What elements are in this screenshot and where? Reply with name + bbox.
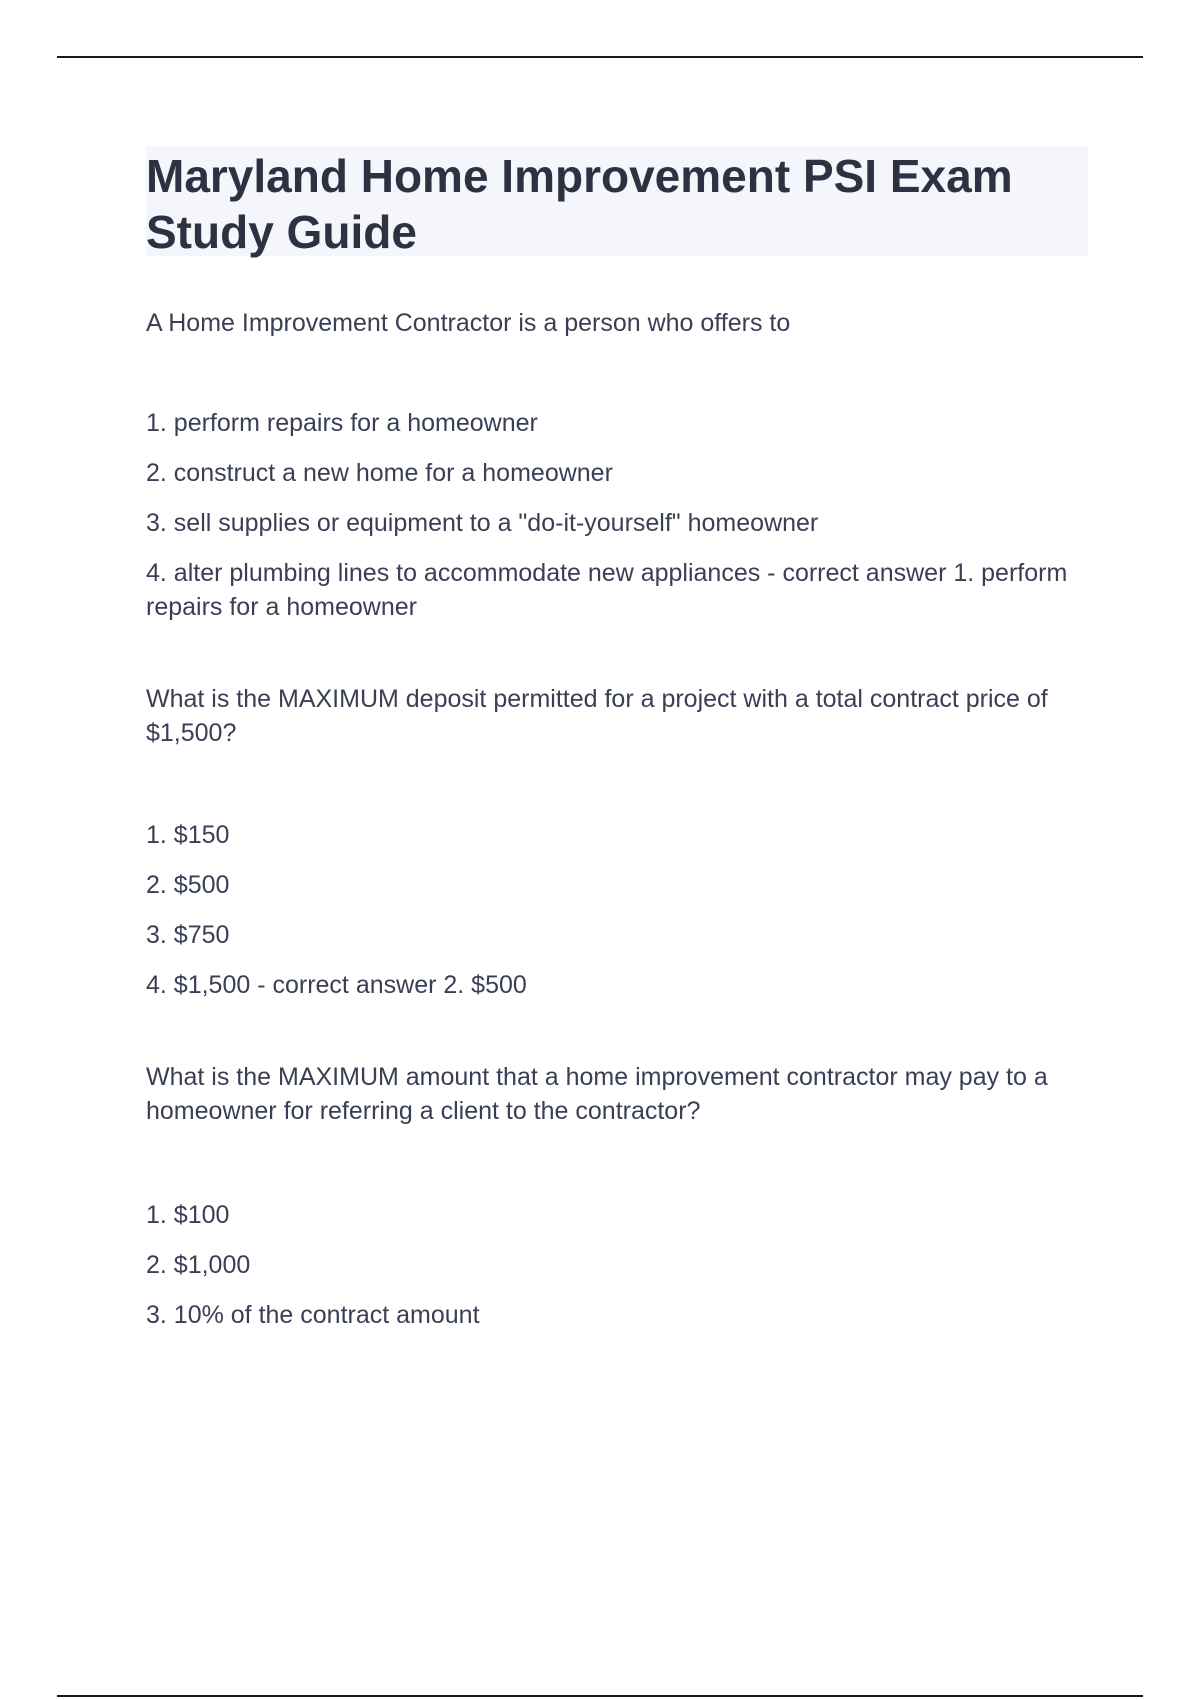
question-2-options — [146, 818, 1088, 1002]
option-item: 2. $1,000 — [146, 1251, 251, 1279]
option-item: 1. $100 — [146, 1201, 230, 1229]
option-item: 1. $150 — [146, 821, 230, 849]
option-item-answer: 4. alter plumbing lines to accommodate new appliances - correct answer 1. perform repairs for a homeowner — [146, 559, 1068, 621]
question-1-options — [146, 406, 1088, 624]
top-rule — [57, 56, 1143, 58]
option-item: 3. sell supplies or equipment to a "do-it-yourself" homeowner — [146, 509, 819, 537]
option-item: 3. $750 — [146, 921, 230, 949]
title-banner — [146, 146, 1088, 256]
option-item: 3. 10% of the contract amount — [146, 1301, 480, 1329]
document-body — [146, 146, 1088, 1348]
question-1-prompt: A Home Improvement Contractor is a person who offers to — [146, 309, 791, 337]
option-item: 2. construct a new home for a homeowner — [146, 459, 613, 487]
question-2-prompt: What is the MAXIMUM deposit permitted for a project with a total contract price of $1,500? — [146, 685, 1048, 747]
question-3-options — [146, 1198, 1088, 1332]
option-item: 1. perform repairs for a homeowner — [146, 409, 538, 437]
option-item-answer: 4. $1,500 - correct answer 2. $500 — [146, 971, 527, 999]
question-3-prompt: What is the MAXIMUM amount that a home improvement contractor may pay to a homeowner for referring a client to the contractor? — [146, 1063, 1048, 1125]
bottom-rule — [57, 1695, 1143, 1697]
option-item: 2. $500 — [146, 871, 230, 899]
page-title: Maryland Home Improvement PSI Exam Study Guide — [146, 150, 1013, 258]
